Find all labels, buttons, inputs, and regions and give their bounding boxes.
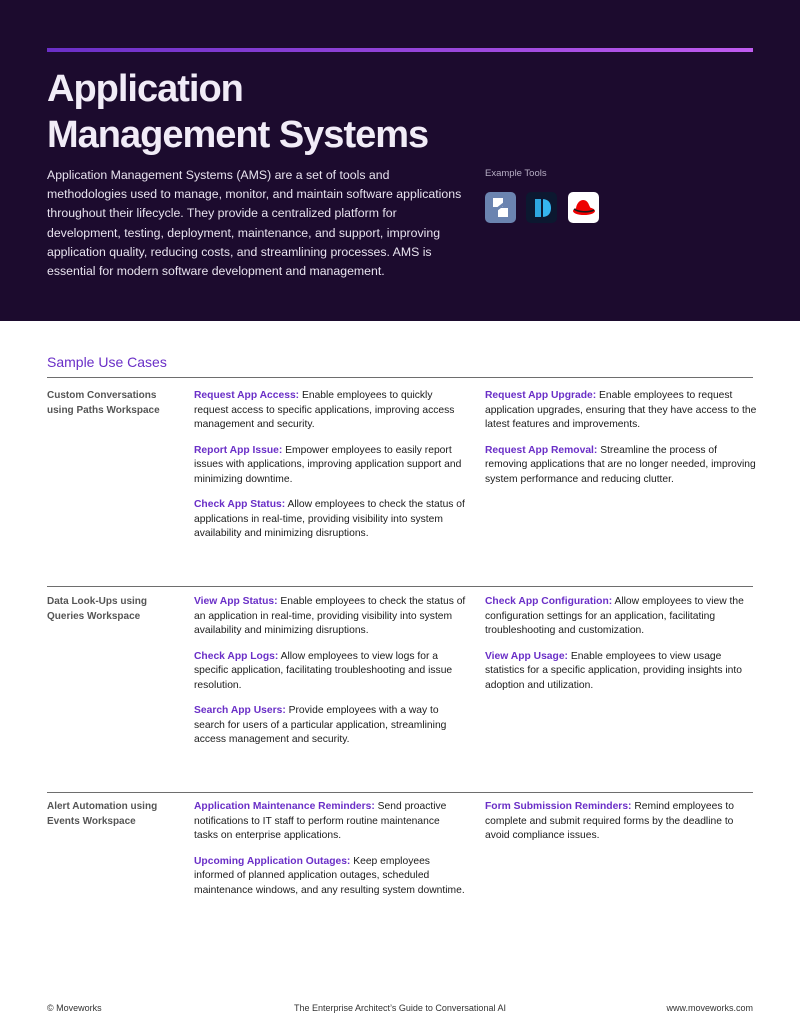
use-case-item [485, 595, 757, 639]
use-case-column [194, 595, 466, 759]
use-case-text: Allow employees to view logs for a specific application, facilitating troubleshooting and issue resolution. [194, 650, 453, 691]
use-case-item [485, 444, 757, 488]
use-case-column [485, 389, 757, 498]
use-case-text: Enable employees to check the status of an application in real-time, providing visibility into system availability and minimizing disruptions. [194, 596, 466, 636]
use-case-title: Upcoming Application Outages: [194, 855, 351, 867]
use-case-text: Empower employees to easily report issues with applications, improving application support and minimizing downtime. [194, 444, 462, 485]
use-case-title: Request App Access: [194, 390, 300, 401]
section-heading: Sample Use Cases [47, 354, 167, 370]
use-case-text: Allow employees to check the status of applications in real-time, providing visibility into system availability and minimizing disruptions. [194, 499, 465, 539]
use-case-text: Streamline the process of removing applications that are no longer needed, improving system performance and reducing clutter. [485, 444, 756, 485]
use-case-title: Form Submission Reminders: [485, 801, 632, 812]
title-line-2: Management Systems [47, 114, 429, 156]
use-case-title: Application Maintenance Reminders: [194, 801, 375, 812]
use-case-text: Send proactive notifications to IT staff to perform routine maintenance tasks on enterprise applications. [194, 801, 447, 841]
footer-copyright: © Moveworks [47, 1003, 102, 1013]
use-case-item [194, 498, 466, 542]
use-case-column [194, 389, 466, 553]
use-case-title: Check App Status: [194, 499, 286, 510]
divider [47, 377, 753, 378]
red-hat-logo-icon [568, 192, 599, 223]
use-case-title: Check App Configuration: [485, 596, 613, 607]
footer-guide-title: The Enterprise Architect’s Guide to Conversational AI [294, 1003, 506, 1013]
workspace-label [47, 389, 177, 418]
workspace-label [47, 800, 177, 829]
footer-website-link[interactable]: www.moveworks.com [666, 1003, 753, 1013]
intro-paragraph: Application Management Systems (AMS) are a set of tools and methodologies used to manage, monitor, and maintain software applications throughout their lifecycle. They provide a centralized platform for development, testing, deployment, maintenance, and support, improving application quality, reducing costs, and streamlining processes. AMS is essential for modern software development and management. [47, 168, 462, 279]
use-case-title: Request App Removal: [485, 444, 598, 456]
use-case-item [194, 595, 466, 639]
page-title [47, 66, 547, 158]
use-case-title: Search App Users: [194, 705, 286, 716]
divider [47, 586, 753, 587]
example-tools-label: Example Tools [485, 168, 547, 179]
workspace-label-line-2: Queries Workspace [47, 610, 141, 622]
jira-service-logo-icon [485, 192, 516, 223]
use-case-item [194, 800, 466, 844]
workspace-label-line-2: using Paths Workspace [47, 404, 160, 416]
accent-bar [47, 48, 753, 52]
use-case-item [485, 800, 757, 844]
divider [47, 792, 753, 793]
title-line-1: Application [47, 68, 243, 110]
use-case-text: Remind employees to complete and submit required forms by the deadline to avoid compliance issues. [485, 801, 734, 841]
use-case-text: Enable employees to quickly request access to specific applications, improving access management and security. [194, 390, 455, 430]
use-case-item [194, 650, 466, 694]
use-case-item [485, 650, 757, 694]
use-case-column [485, 800, 757, 855]
use-case-title: View App Status: [194, 596, 278, 607]
use-case-item [194, 444, 466, 488]
workspace-label-line-1: Custom Conversations [47, 390, 157, 401]
use-case-column [194, 800, 466, 909]
hero-banner [0, 0, 800, 321]
use-case-item [194, 389, 466, 433]
use-case-text: Keep employees informed of planned application outages, scheduled maintenance windows, and any resulting system downtime. [194, 855, 465, 896]
use-case-title: Report App Issue: [194, 444, 283, 456]
use-case-item [194, 704, 466, 748]
use-case-item [194, 855, 466, 899]
use-case-text: Enable employees to view usage statistics for a specific application, providing insights into adoption and utilization. [485, 650, 742, 691]
use-case-text: Enable employees to request application upgrades, ensuring that they have access to the latest features and improvements. [485, 390, 757, 430]
workspace-label-line-2: Events Workspace [47, 815, 136, 827]
use-case-title: Check App Logs: [194, 650, 279, 662]
workspace-label [47, 595, 177, 624]
workspace-label-line-1: Data Look-Ups using [47, 596, 148, 607]
use-case-column [485, 595, 757, 704]
pluralsight-flow-logo-icon [526, 192, 557, 223]
use-case-text: Provide employees with a way to search for users of a particular application, streamlining access management and security. [194, 705, 447, 745]
workspace-label-line-1: Alert Automation using [47, 801, 158, 812]
use-case-title: Request App Upgrade: [485, 390, 597, 401]
use-case-title: View App Usage: [485, 650, 568, 662]
use-case-text: Allow employees to view the configuration settings for an application, facilitating troubleshooting and customization. [485, 596, 744, 636]
use-case-item [485, 389, 757, 433]
